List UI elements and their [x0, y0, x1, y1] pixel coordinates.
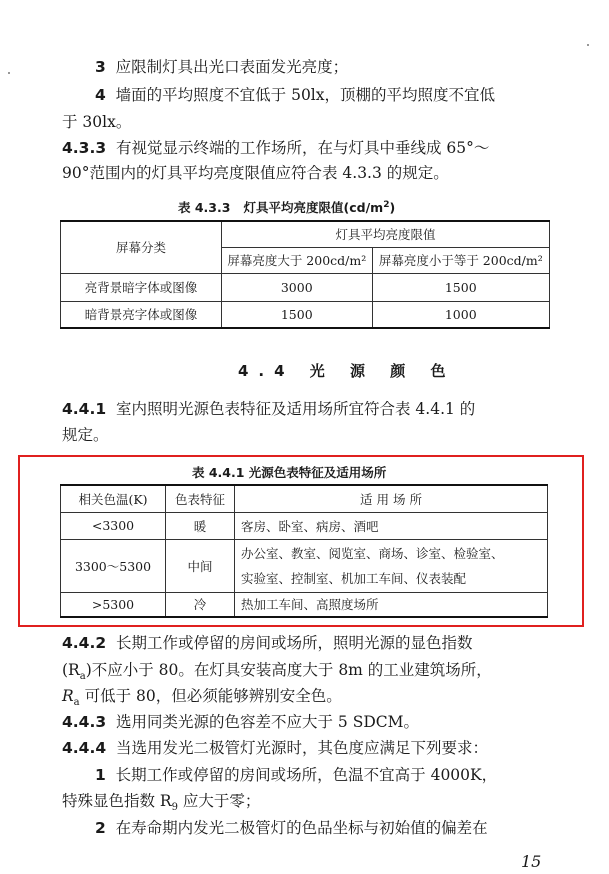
header-col-le200: 屏幕亮度小于等于 200cd/m² [372, 247, 549, 273]
clause-4-4-4-line: 4.4.4 当选用发光二极管灯光源时，其色度应满足下列要求： [62, 739, 489, 757]
header-luminance-limit: 灯具平均亮度限值 [222, 221, 550, 247]
row-temperature: <3300 [61, 512, 166, 539]
item-1-line: 1 长期工作或停留的房间或场所，色温不宜高于 4000K， [95, 766, 498, 784]
table-4-4-1 [60, 484, 548, 618]
row-value: 1500 [372, 273, 549, 301]
item-4-continuation: 于 30lx。 [62, 113, 132, 131]
row-places: 热加工车间、高照度场所 [235, 592, 548, 617]
header-col-gt200: 屏幕亮度大于 200cd/m² [222, 247, 373, 273]
item-3-line: 3 应限制灯具出光口表面发光亮度； [95, 58, 349, 76]
table-4-3-3 [60, 220, 550, 329]
table-4-4-1-caption: 表 4.4.1 光源色表特征及适用场所 [192, 465, 387, 480]
row-label: 暗背景亮字体或图像 [61, 301, 222, 328]
clause-4-3-3-line: 4.3.3 有视觉显示终端的工作场所，在与灯具中垂线成 65°～ [62, 139, 490, 157]
row-places: 客房、卧室、病房、酒吧 [235, 512, 548, 539]
clause-4-4-1-line: 4.4.1 室内照明光源色表特征及适用场所宜符合表 4.4.1 的 [62, 400, 476, 418]
row-feature: 中间 [166, 539, 235, 592]
clause-4-4-2-line2: $(R_a)$不应小于 80。在灯具安装高度大于 8m 的工业建筑场所， [62, 661, 492, 683]
clause-4-3-3-continuation: 90°范围内的灯具平均亮度限值应符合表 4.3.3 的规定。 [62, 164, 449, 182]
header-appearance: 色表特征 [166, 485, 235, 512]
item-2-line: 2 在寿命期内发光二极管灯的色品坐标与初始值的偏差在 [95, 819, 488, 837]
header-screen-category: 屏幕分类 [61, 221, 222, 273]
row-places-line: 实验室、控制室、机加工车间、仪表装配 [241, 570, 467, 586]
scan-speck [587, 44, 589, 46]
item-4-line: 4 墙面的平均照度不宜低于 50lx，顶棚的平均照度不宜低 [95, 86, 496, 104]
item-1-continuation: 特殊显色指数 $R_9$ 应大于零； [62, 792, 261, 814]
row-value: 1500 [222, 301, 373, 328]
clause-4-4-2-line: 4.4.2 长期工作或停留的房间或场所，照明光源的显色指数 [62, 634, 473, 652]
section-title: 4.4 光 源 颜 色 [238, 362, 456, 380]
row-value: 1000 [372, 301, 549, 328]
page-number: 15 [521, 852, 542, 871]
row-label: 亮背景暗字体或图像 [61, 273, 222, 301]
scan-speck [8, 72, 10, 74]
clause-4-4-1-continuation: 规定。 [62, 426, 109, 444]
row-value: 3000 [222, 273, 373, 301]
clause-4-4-2-line3: $R_a$ 可低于 80，但必须能够辨别安全色。 [62, 687, 342, 709]
header-applicable-places: 适 用 场 所 [235, 485, 548, 512]
row-places-line: 办公室、教室、阅览室、商场、诊室、检验室、 [241, 545, 504, 561]
row-temperature: >5300 [61, 592, 166, 617]
row-temperature: 3300～5300 [61, 539, 166, 592]
row-feature: 暖 [166, 512, 235, 539]
row-feature: 冷 [166, 592, 235, 617]
table-4-3-3-caption: 表 4.3.3 灯具平均亮度限值$(cd/m^2)$ [178, 199, 396, 215]
row-places [235, 539, 548, 592]
clause-4-4-3-line: 4.4.3 选用同类光源的色容差不应大于 5 SDCM。 [62, 713, 419, 731]
header-color-temperature: 相关色温(K) [61, 485, 166, 512]
